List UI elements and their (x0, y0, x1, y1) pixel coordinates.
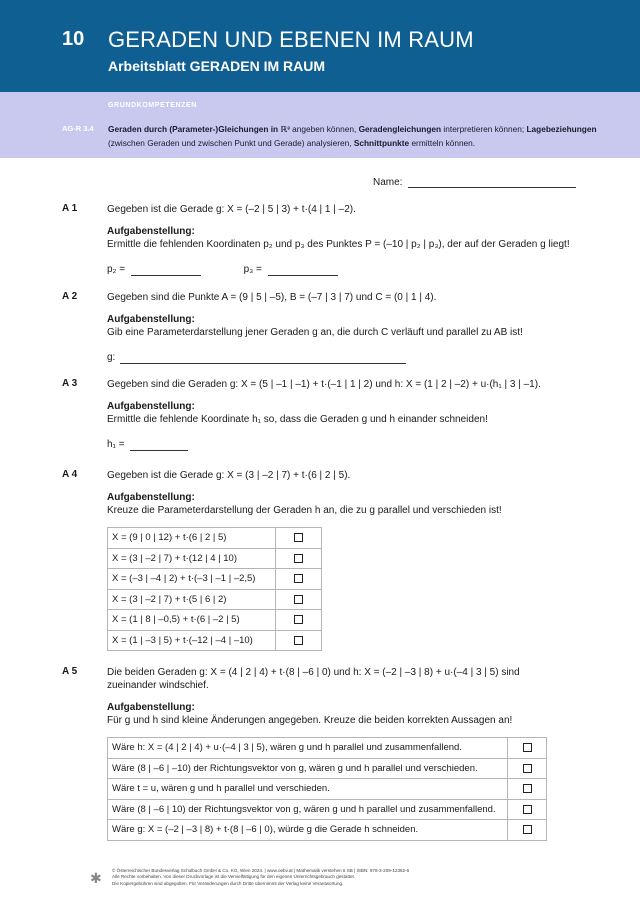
checkbox-icon[interactable] (523, 784, 532, 793)
name-field (373, 177, 576, 188)
answer-row (107, 438, 587, 451)
option-text: X = (1 | –3 | 5) + t·(–12 | –4 | –10) (108, 630, 276, 651)
option-row (108, 758, 547, 779)
task-body (107, 291, 587, 364)
name-input-line[interactable] (408, 178, 576, 188)
p2-answer-line[interactable] (131, 266, 201, 276)
option-checkbox[interactable] (276, 569, 322, 590)
checkbox-icon[interactable] (523, 764, 532, 773)
option-checkbox[interactable] (508, 738, 547, 759)
option-row (108, 610, 322, 631)
task-id: A 3 (62, 378, 78, 389)
answer-row (107, 263, 587, 276)
task-text: Kreuze die Parameterdarstellung der Geraden h an, die zu g parallel und verschieden ist! (107, 505, 502, 516)
option-checkbox[interactable] (508, 779, 547, 800)
option-row (108, 799, 547, 820)
option-text: Wäre t = u, wären g und h parallel und verschieden. (108, 779, 508, 800)
option-row (108, 820, 547, 841)
chapter-title: GERADEN UND EBENEN IM RAUM (108, 27, 474, 52)
option-row (108, 569, 322, 590)
option-text: X = (9 | 0 | 12) + t·(6 | 2 | 5) (108, 528, 276, 549)
task-subheading: Aufgabenstellung: (107, 314, 195, 325)
checkbox-icon[interactable] (294, 636, 303, 645)
competence-code: AG-R 3.4 (62, 124, 94, 133)
task-id: A 1 (62, 203, 78, 214)
checkbox-icon[interactable] (523, 743, 532, 752)
option-row (108, 589, 322, 610)
option-text: Wäre g: X = (–2 | –3 | 8) + t·(8 | –6 | 0), würde g die Gerade h schneiden. (108, 820, 508, 841)
option-row (108, 548, 322, 569)
checkbox-icon[interactable] (294, 533, 303, 542)
option-text: X = (3 | –2 | 7) + t·(12 | 4 | 10) (108, 548, 276, 569)
g-answer-line[interactable] (120, 354, 406, 364)
checkbox-icon[interactable] (294, 615, 303, 624)
task-body (107, 666, 547, 841)
task-intro: Gegeben ist die Gerade g: X = (–2 | 5 | 3) + t·(4 | 1 | –2). (107, 204, 356, 215)
answer-row (107, 351, 587, 364)
option-checkbox[interactable] (276, 528, 322, 549)
h1-label: h₁ = (107, 439, 125, 450)
option-row (108, 528, 322, 549)
option-checkbox[interactable] (276, 548, 322, 569)
footer-line: © Österreichischer Bundesverlag Schulbuch GmbH & Co. KG, Wien 2024. | www.oebv.at | Mathematik verstehen 6 SB | ISBN: 978-3-209-12362-6 (112, 868, 410, 873)
g-label: g: (107, 352, 116, 363)
task-intro: Die beiden Geraden g: X = (4 | 2 | 4) + t·(8 | –6 | 0) und h: X = (–2 | –3 | 8) + u·(–4 | 3 | 5) sind zueinander windschief. (107, 667, 520, 691)
h1-answer-line[interactable] (130, 441, 188, 451)
task-subheading: Aufgabenstellung: (107, 226, 195, 237)
competence-text: Geraden durch (Parameter-)Gleichungen in ℝ³ angeben können, Geradengleichungen interpretieren können; Lagebeziehungen (zwischen Geraden und zwischen Punkt und Gerade) analysieren, Schnittpunkte ermitteln können. (108, 124, 597, 148)
option-checkbox[interactable] (508, 799, 547, 820)
option-checkbox[interactable] (276, 589, 322, 610)
checkbox-icon[interactable] (294, 554, 303, 563)
option-text: Wäre h: X = (4 | 2 | 4) + u·(–4 | 3 | 5), wären g und h parallel und zusammenfallend. (108, 738, 508, 759)
competence-label: GRUNDKOMPETENZEN (108, 102, 197, 109)
task-intro: Gegeben ist die Gerade g: X = (3 | –2 | 7) + t·(6 | 2 | 5). (107, 470, 351, 481)
option-text: X = (3 | –2 | 7) + t·(5 | 6 | 2) (108, 589, 276, 610)
task-body (107, 378, 587, 451)
task-text: Für g und h sind kleine Änderungen angegeben. Kreuze die beiden korrekten Aussagen an! (107, 715, 513, 726)
task-text: Ermittle die fehlende Koordinate h₁ so, dass die Geraden g und h einander schneiden! (107, 414, 488, 425)
task-id: A 5 (62, 666, 78, 677)
task-subheading: Aufgabenstellung: (107, 702, 195, 713)
option-text: X = (1 | 8 | –0,5) + t·(6 | –2 | 5) (108, 610, 276, 631)
task-intro: Gegeben sind die Punkte A = (9 | 5 | –5), B = (–7 | 3 | 7) und C = (0 | 1 | 4). (107, 292, 437, 303)
option-row (108, 738, 547, 759)
option-checkbox[interactable] (508, 758, 547, 779)
option-text: Wäre (8 | –6 | 10) der Richtungsvektor von g, wären g und h parallel und zusammenfallend. (108, 799, 508, 820)
task-body (107, 469, 587, 651)
option-text: X = (–3 | –4 | 2) + t·(–3 | –1 | –2,5) (108, 569, 276, 590)
task-body (107, 203, 587, 276)
chapter-number: 10 (62, 28, 85, 50)
option-checkbox[interactable] (276, 610, 322, 631)
publisher-logo-icon: ✱ (90, 870, 102, 886)
sheet-title: Arbeitsblatt GERADEN IM RAUM (108, 58, 326, 74)
checkbox-icon[interactable] (523, 805, 532, 814)
option-row (108, 630, 322, 651)
footer-copyright (112, 868, 512, 887)
page-header (0, 0, 640, 92)
task-subheading: Aufgabenstellung: (107, 492, 195, 503)
options-table (107, 527, 322, 651)
options-table (107, 737, 547, 841)
checkbox-icon[interactable] (294, 595, 303, 604)
checkbox-icon[interactable] (294, 574, 303, 583)
footer-line: Alle Rechte vorbehalten. Von dieser Druckvorlage ist die Vervielfältigung für den eigenen Unterrichtsgebrauch gestattet. (112, 874, 356, 880)
name-label: Name: (373, 177, 403, 188)
checkbox-icon[interactable] (523, 825, 532, 834)
task-text: Gib eine Parameterdarstellung jener Geraden g an, die durch C verläuft und parallel zu AB ist! (107, 327, 523, 338)
task-text: Ermittle die fehlenden Koordinaten p₂ und p₃ des Punktes P = (–10 | p₂ | p₃), der auf der Geraden g liegt! (107, 239, 570, 250)
footer-line: Die Kopiergebühren sind abgegolten. Für Veränderungen durch Dritte übernimmt der Verlag keine Verantwortung. (112, 880, 344, 886)
p3-answer-line[interactable] (268, 266, 338, 276)
task-id: A 4 (62, 469, 78, 480)
option-row (108, 779, 547, 800)
option-text: Wäre (8 | –6 | –10) der Richtungsvektor von g, wären g und h parallel und verschieden. (108, 758, 508, 779)
task-subheading: Aufgabenstellung: (107, 401, 195, 412)
task-intro: Gegeben sind die Geraden g: X = (5 | –1 | –1) + t·(–1 | 1 | 2) und h: X = (1 | 2 | –2) + u·(h₁ | 3 | –1). (107, 379, 541, 390)
task-id: A 2 (62, 291, 78, 302)
option-checkbox[interactable] (508, 820, 547, 841)
p3-label: p₃ = (243, 264, 262, 275)
option-checkbox[interactable] (276, 630, 322, 651)
p2-label: p₂ = (107, 264, 126, 275)
competence-box (0, 92, 640, 158)
